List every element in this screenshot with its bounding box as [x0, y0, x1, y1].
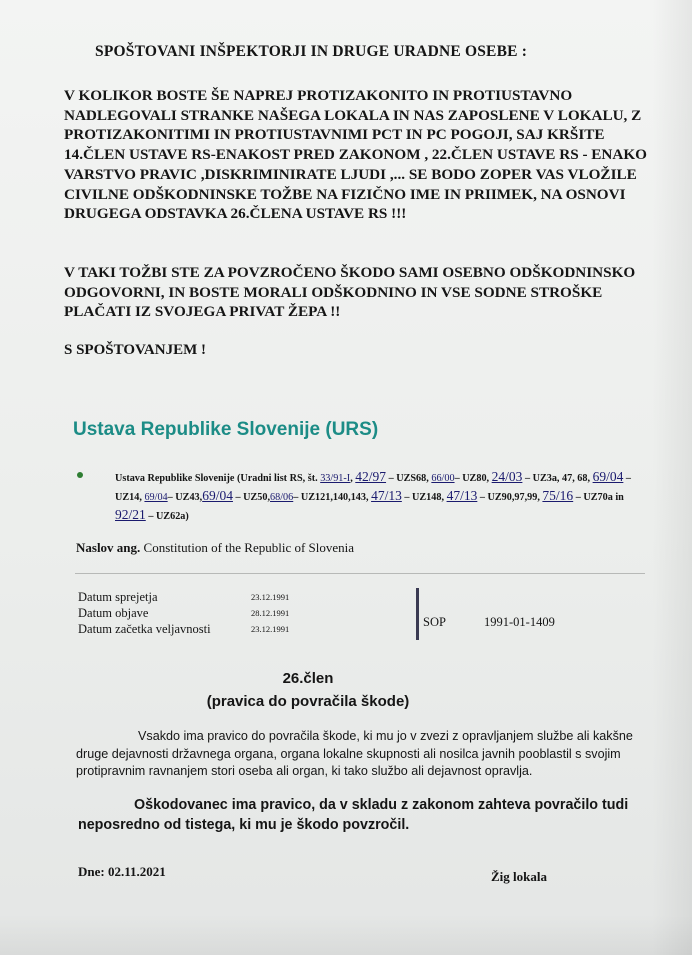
document-date: Dne: 02.11.2021 [78, 864, 166, 879]
date-label: Datum sprejetja [78, 589, 158, 604]
date-row [78, 589, 289, 605]
english-title-value: Constitution of the Republic of Slovenia [143, 540, 355, 555]
sop-label: SOP [423, 615, 446, 629]
gazette-sep: – UZS68, [386, 473, 432, 484]
gazette-sep: – UZ62a) [145, 511, 189, 522]
gazette-link[interactable]: 42/97 [355, 469, 387, 484]
gazette-prefix: Ustava Republike Slovenije (Uradni list RS, št. [115, 473, 321, 484]
gazette-sep: – UZ121,140,143, [293, 492, 372, 503]
date-label: Datum objave [78, 605, 149, 620]
gazette-sep: – UZ50, [232, 492, 271, 503]
article-name: (pravica do povračila škode) [206, 693, 410, 710]
gazette-sep: , [350, 473, 356, 484]
date-value: 23.12.1991 [251, 624, 290, 634]
gazette-link[interactable]: 69/04 [592, 469, 624, 484]
notice-closing: S SPOŠTOVANJEM ! [64, 342, 206, 358]
gazette-sep: – UZ90,97,99, [477, 492, 543, 503]
notice-paragraph-2: V TAKI TOŽBI STE ZA POVZROČENO ŠKODO SAMI OSEBNO ODŠKODNINSKO ODGOVORNI, IN BOSTE MORALI ODŠKODNINO IN VSE SODNE STROŠKE PLAČATI IZ SVOJEGA PRIVAT ŽEPA !! [64, 264, 636, 321]
bullet-dot-icon [77, 472, 83, 478]
article-paragraph-2: Oškodovanec ima pravico, da v skladu z zakonom zahteva povračilo tudi neposredno od tistega, ki mu je škodo povzročil. [78, 797, 629, 833]
gazette-sep: – UZ70a in [573, 492, 624, 503]
gazette-sep: – UZ3a, 47, 68, [522, 473, 593, 484]
date-row [78, 621, 289, 637]
sop-value: 1991-01-1409 [484, 615, 555, 629]
gazette-link[interactable]: 69/04 [144, 492, 168, 503]
gazette-link[interactable]: 66/00 [431, 473, 455, 484]
date-label: Datum začetka veljavnosti [78, 621, 211, 636]
gazette-sep: – UZ14, [115, 473, 631, 503]
divider [75, 573, 645, 574]
gazette-link[interactable]: 69/04 [202, 488, 233, 503]
gazette-sep: – UZ43, [167, 492, 203, 503]
constitution-title: Ustava Republike Slovenije (URS) [73, 419, 379, 440]
stamp-label: Žig lokala [491, 869, 547, 884]
page-shadow-right [652, 0, 692, 955]
date-value: 23.12.1991 [251, 592, 290, 602]
dates-table [78, 589, 289, 637]
gazette-link[interactable]: 47/13 [371, 488, 402, 503]
english-title [76, 540, 354, 556]
notice-greeting: SPOŠTOVANI INŠPEKTORJI IN DRUGE URADNE OSEBE : [95, 43, 528, 60]
sop-divider [416, 588, 419, 640]
gazette-link[interactable]: 68/06 [270, 492, 294, 503]
gazette-link[interactable]: 92/21 [115, 507, 146, 522]
gazette-link[interactable]: 24/03 [491, 469, 523, 484]
date-value: 28.12.1991 [251, 608, 290, 618]
gazette-link[interactable]: 75/16 [542, 488, 574, 503]
notice-paragraph-1: V KOLIKOR BOSTE ŠE NAPREJ PROTIZAKONITO IN PROTIUSTAVNO NADLEGOVALI STRANKE NAŠEGA LOKALA IN NAS ZAPOSLENE V LOKALU, Z PROTIZAKONITIMI IN PROTIUSTAVNIMI PCT IN PC POGOJI, SAJ KRŠITE 14.ČLEN USTAVE RS-ENAKOST PRED ZAKONOM , 22.ČLEN USTAVE RS - ENAKO VARSTVO PRAVIC ,DISKRIMINIRATE LJUDI ,... SE BODO ZOPER VAS VLOŽILE CIVILNE ODŠKODNINSKE TOŽBE NA FIZIČNO IME IN PRIIMEK, NA OSNOVI DRUGEGA ODSTAVKA 26.ČLENA USTAVE RS !!! [64, 87, 647, 223]
page-shadow-bottom [0, 915, 692, 955]
gazette-citation [115, 468, 635, 525]
gazette-sep: – UZ148, [401, 492, 447, 503]
gazette-link[interactable]: 33/91-I [320, 473, 351, 484]
article-paragraph-1: Vsakdo ima pravico do povračila škode, ki mu jo v zvezi z opravljanjem službe ali kakšne druge dejavnosti državnega organa, organa lokalne skupnosti ali nosilca javnih pooblastil s svojim protipravnim ravnanjem stori oseba ali organ, ki tako službo ali dejavnost opravlja. [76, 729, 633, 778]
english-title-label: Naslov ang. [76, 540, 141, 555]
gazette-link[interactable]: 47/13 [446, 488, 478, 503]
article-number: 26.člen [282, 670, 334, 687]
gazette-sep: – UZ80, [454, 473, 492, 484]
date-row [78, 605, 289, 621]
